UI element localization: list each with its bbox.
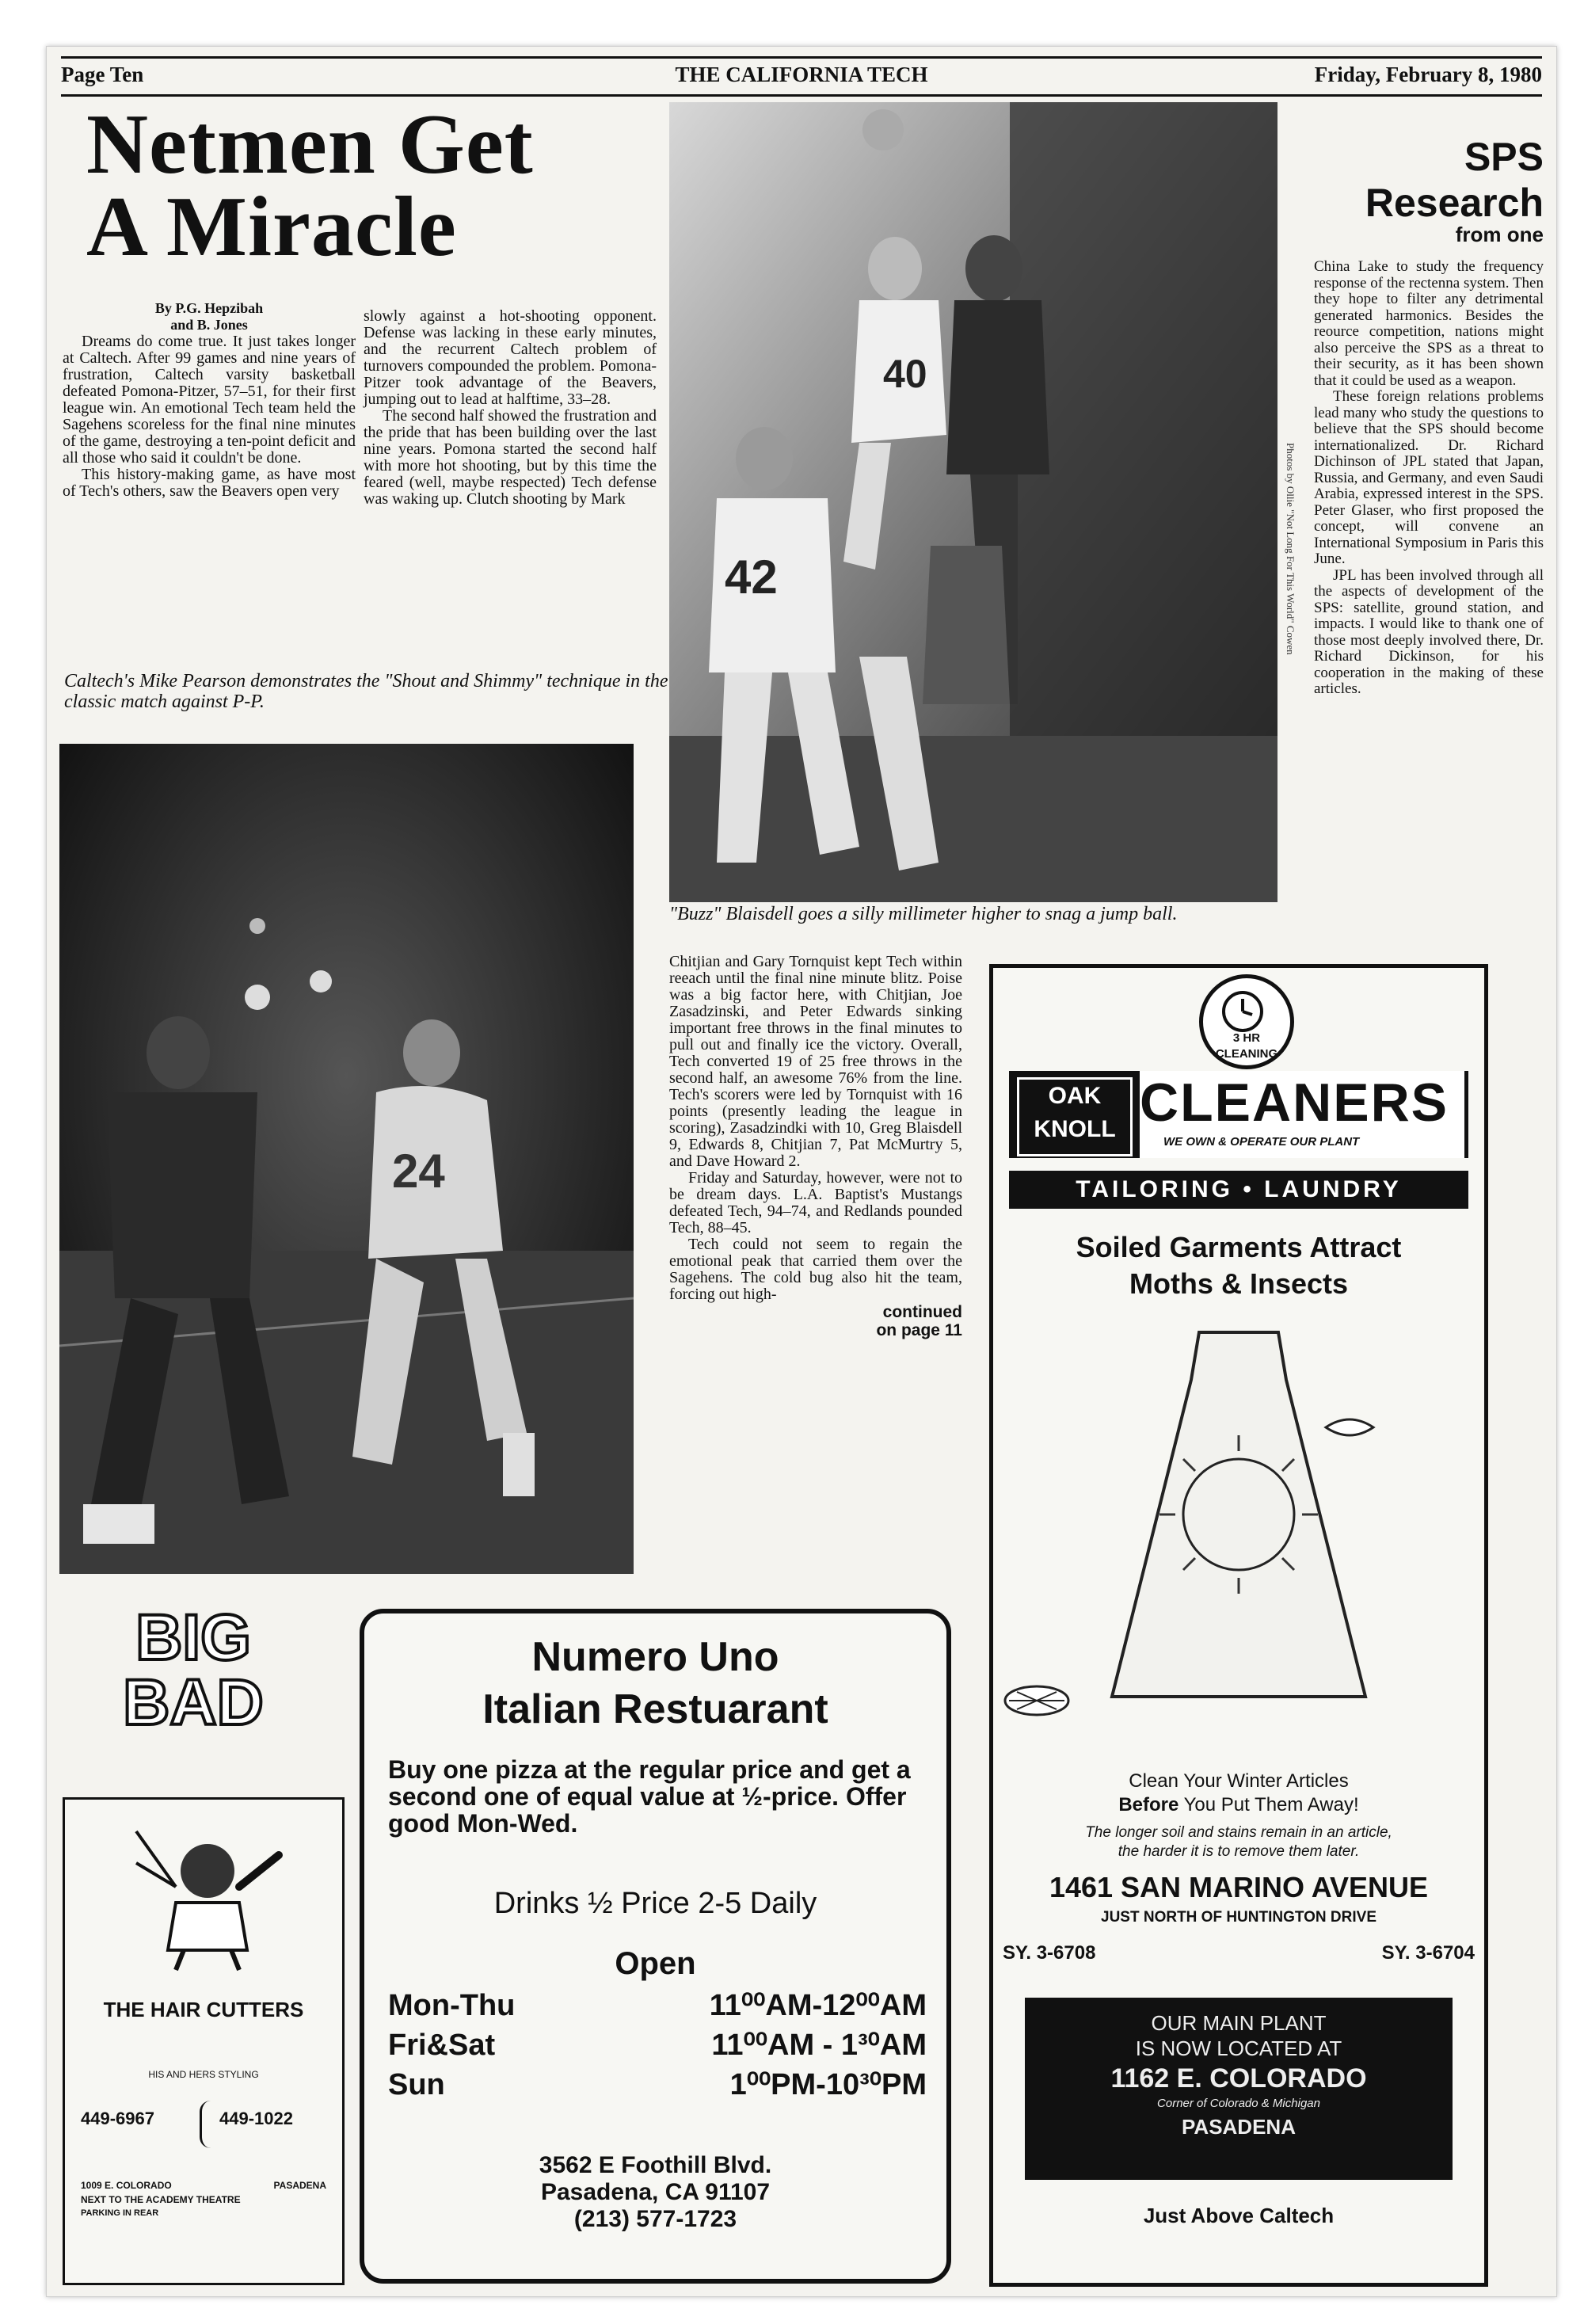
- paper-name: THE CALIFORNIA TECH: [675, 63, 928, 86]
- hours-row: [388, 2065, 927, 2105]
- cleaners-copy: [993, 1770, 1484, 1861]
- hours-days: Fri&Sat: [388, 2029, 496, 2062]
- haircutters-address: 1009 E. COLORADO: [81, 2180, 172, 2191]
- haircutters-note: NEXT TO THE ACADEMY THEATRE: [81, 2194, 241, 2205]
- haircutters-ad: [63, 1797, 345, 2285]
- jersey-number: 24: [392, 1145, 445, 1198]
- restaurant-address: [364, 2152, 946, 2233]
- continued-note: [669, 1303, 962, 1339]
- photo-caption-1: Caltech's Mike Pearson demonstrates the "Shout and Shimmy" technique in the classic match against P-P.: [64, 671, 668, 712]
- article-text-col-2: [364, 308, 657, 508]
- plant-line-3: 1162 E. COLORADO: [1110, 2063, 1367, 2094]
- cleaners-head-1: Soiled Garments Attract: [1076, 1231, 1402, 1263]
- article-headline: [86, 97, 672, 274]
- cleaners-tagline: WE OWN & OPERATE OUR PLANT: [1163, 1135, 1360, 1149]
- hours-time: 1⁰⁰PM-10³⁰PM: [729, 2068, 927, 2101]
- photo-credit: Photos by Ollie "Not Long For This World" Cowen: [1285, 443, 1297, 655]
- byline-line-1: By P.G. Hepzibah: [154, 300, 264, 316]
- hours-days: Mon-Thu: [388, 1989, 516, 2022]
- cleaners-headline: [993, 1229, 1484, 1302]
- badge-text: 3 HR CLEANING: [1215, 1031, 1278, 1061]
- cleaners-plant-box: [1025, 1998, 1453, 2180]
- sps-from: from one: [1455, 223, 1544, 246]
- plant-line-2: IS NOW LOCATED AT: [1135, 2036, 1342, 2060]
- paragraph: Chitjian and Gary Tornquist kept Tech within reeach until the final nine minute blitz. Poise was a big factor here, with Chitjian, Joe Zasadzinski, and Peter Edwards sinking important free throws in the final minutes to pull out and finally ice the victory. Overall, Tech converted 19 of 25 free throws in the second half, an awesome 76% from the line. Tech's scorers were led by Tornquist with 16 points (presently leading the league in scoring), Zasadzindki with 10, Greg Blaisdell 9, Edwards 8, Chitjian 7, Pat McMurtry 5, and Dave Howard 2.: [669, 953, 962, 1170]
- headline-line-2: A Miracle: [86, 180, 457, 274]
- garment-illustration: [1064, 1316, 1413, 1728]
- cleaners-phone-2: SY. 3-6704: [1381, 1942, 1475, 1964]
- restaurant-name-1: Numero Uno: [531, 1634, 779, 1680]
- plant-line-1: OUR MAIN PLANT: [1151, 2011, 1327, 2035]
- sps-text: [1314, 259, 1544, 698]
- hours-row: [388, 1986, 927, 2025]
- cleaners-service: TAILORING • LAUNDRY: [1009, 1171, 1468, 1209]
- plant-line-4: Corner of Colorado & Michigan: [1157, 2097, 1320, 2110]
- haircutters-phone-1: 449-6967: [81, 2109, 154, 2128]
- hours-time: 11⁰⁰AM - 1³⁰AM: [711, 2029, 927, 2062]
- cleaners-sign: [1009, 1071, 1468, 1158]
- phone-bracket: [200, 2101, 218, 2148]
- cleaners-phone-1: SY. 3-6708: [1003, 1942, 1096, 1964]
- paragraph: These foreign relations problems lead many who study the questions to believe that the SPS should become internationalized. Dr. Richard Dichinson of JPL stated that Japan, Russia, and Germany, and even Saudi Arabia, expressed interest in the SPS. Peter Glaser, who first proposed the concept, will convene an International Symposium in Paris this June.: [1314, 388, 1544, 567]
- photo-caption-2: "Buzz" Blaisdell goes a silly millimeter higher to snag a jump ball.: [669, 904, 1178, 924]
- restaurant-name-2: Italian Restuarant: [482, 1686, 828, 1732]
- jersey-number: 40: [883, 352, 927, 396]
- article-text-col-3: [669, 954, 962, 1339]
- photo-2-image: [669, 102, 1277, 902]
- plant-line-5: PASADENA: [1182, 2115, 1296, 2139]
- basketball-photo-1: [59, 744, 634, 1574]
- big-bad-line-2: BAD: [123, 1667, 264, 1739]
- article-col-1: [63, 300, 356, 500]
- hours-days: Sun: [388, 2068, 445, 2101]
- haircutters-phone-2: 449-1022: [219, 2109, 293, 2128]
- cleaners-line-2-bold: Before: [1118, 1794, 1179, 1815]
- haircutters-parking: PARKING IN REAR: [81, 2208, 159, 2218]
- paragraph: This history-making game, as have most of Tech's others, saw the Beavers open very: [63, 466, 356, 500]
- haircutters-name: THE HAIR CUTTERS: [103, 1998, 304, 2021]
- paragraph: Dreams do come true. It just takes longer at Caltech. After 99 games and nine years of frustration, Caltech varsity basketball defeated Pomona-Pitzer, 57–51, for their first league win. An emotional Tech team held the Sagehens scoreless for the final nine minutes of the game, destroying a ten-point deficit and all those who said it couldn't be done.: [63, 333, 356, 467]
- cleaners-name-box: [1140, 1071, 1464, 1158]
- paragraph: slowly against a hot-shooting opponent. Defense was lacking in these early minutes, and the recurrent Caltech problem of turnovers compounded the problem. Pomona-Pitzer took advantage of the Beavers, jumping out to lead at halftime, 33–28.: [364, 307, 657, 408]
- sps-title: SPS Research: [1365, 135, 1544, 225]
- cleaners-badge: [1199, 974, 1294, 1069]
- paragraph: Tech could not seem to regain the emotional peak that carried them over the Sagehens. The cold bug also hit the team, forcing out high-: [669, 1236, 962, 1303]
- cleaners-line-2: You Put Them Away!: [1183, 1794, 1359, 1815]
- oak-label: OAK: [1048, 1083, 1102, 1109]
- moth-icon: [1001, 1681, 1072, 1720]
- big-bad-line-1: BIG: [135, 1602, 251, 1674]
- byline-line-2: and B. Jones: [170, 317, 248, 333]
- paragraph: China Lake to study the frequency response of the rectenna system. Then they hope to filter any detrimental generated harmonics. Besides the reource competition, nations might also perceive the SPS as a threat to their security, as it has been shown that it could be used as a weapon.: [1314, 258, 1544, 389]
- article-text-col-1: [63, 333, 356, 500]
- cleaners-head-2: Moths & Insects: [1129, 1267, 1349, 1300]
- cleaners-address: 1461 SAN MARINO AVENUE: [1049, 1871, 1429, 1903]
- big-bad-logo: [118, 1602, 268, 1739]
- cleaners-ad: [989, 964, 1488, 2287]
- cleaners-line-1: Clean Your Winter Articles: [1129, 1770, 1349, 1792]
- newspaper-page: [46, 46, 1557, 2297]
- pizza-offer: Buy one pizza at the regular price and get a second one of equal value at ½-price. Offer good Mon-Wed.: [388, 1755, 911, 1838]
- cleaners-footer: Just Above Caltech: [1143, 2204, 1335, 2227]
- knoll-label: KNOLL: [1034, 1116, 1116, 1142]
- drinks-offer: Drinks ½ Price 2-5 Daily: [493, 1887, 817, 1920]
- paragraph: The second half showed the frustration and the pride that has been building over the last nine years. Pomona started the second half with more hot shooting, but by this time the feared (well, maybe respected) Tech defense was waking up. Clutch shooting by Mark: [364, 407, 657, 508]
- cleaners-small-1: The longer soil and stains remain in an article,: [1085, 1824, 1392, 1841]
- continued-line-1: continued: [882, 1303, 962, 1321]
- issue-date: Friday, February 8, 1980: [1314, 63, 1542, 86]
- cleaners-small-2: the harder it is to remove them later.: [1118, 1843, 1360, 1860]
- photo-1-image: [59, 744, 634, 1574]
- basketball-photo-2: [669, 102, 1277, 902]
- haircutters-city: PASADENA: [273, 2180, 326, 2191]
- masthead: [61, 56, 1542, 91]
- byline: [63, 300, 356, 333]
- restaurant-name: [364, 1631, 946, 1735]
- address-line-1: 3562 E Foothill Blvd.: [539, 2152, 772, 2178]
- haircutters-small: HIS AND HERS STYLING: [148, 2069, 259, 2080]
- oak-knoll-box: [1017, 1077, 1133, 1156]
- caveman-barber-icon: [120, 1815, 287, 1974]
- hours-table: [388, 1986, 927, 2105]
- paragraph: Friday and Saturday, however, were not to be dream days. L.A. Baptist's Mustangs defeated Tech, 94–74, and Redlands pounded Tech, 88–45.: [669, 1169, 962, 1236]
- headline-line-1: Netmen Get: [86, 97, 534, 192]
- page-number: Page Ten: [61, 63, 144, 86]
- paragraph: JPL has been involved through all the aspects of development of the SPS: satellite, ground station, and impacts. I would like to thank one of those most deeply involved there, Dr. Richard Dickinson, for his cooperation in the making of these articles.: [1314, 566, 1544, 697]
- address-line-2: Pasadena, CA 91107: [540, 2179, 771, 2205]
- numero-uno-ad: [360, 1609, 951, 2284]
- open-label: Open: [615, 1946, 696, 1981]
- hours-row: [388, 2025, 927, 2065]
- restaurant-phone: (213) 577-1723: [573, 2206, 737, 2232]
- jersey-number: 42: [725, 551, 778, 604]
- cleaners-address-note: JUST NORTH OF HUNTINGTON DRIVE: [1101, 1909, 1376, 1926]
- clock-icon: [1220, 989, 1265, 1034]
- masthead-rule: [61, 94, 1542, 97]
- continued-line-2: on page 11: [876, 1321, 962, 1339]
- hours-time: 11⁰⁰AM-12⁰⁰AM: [709, 1989, 927, 2022]
- cleaners-name: CLEANERS: [1140, 1072, 1449, 1133]
